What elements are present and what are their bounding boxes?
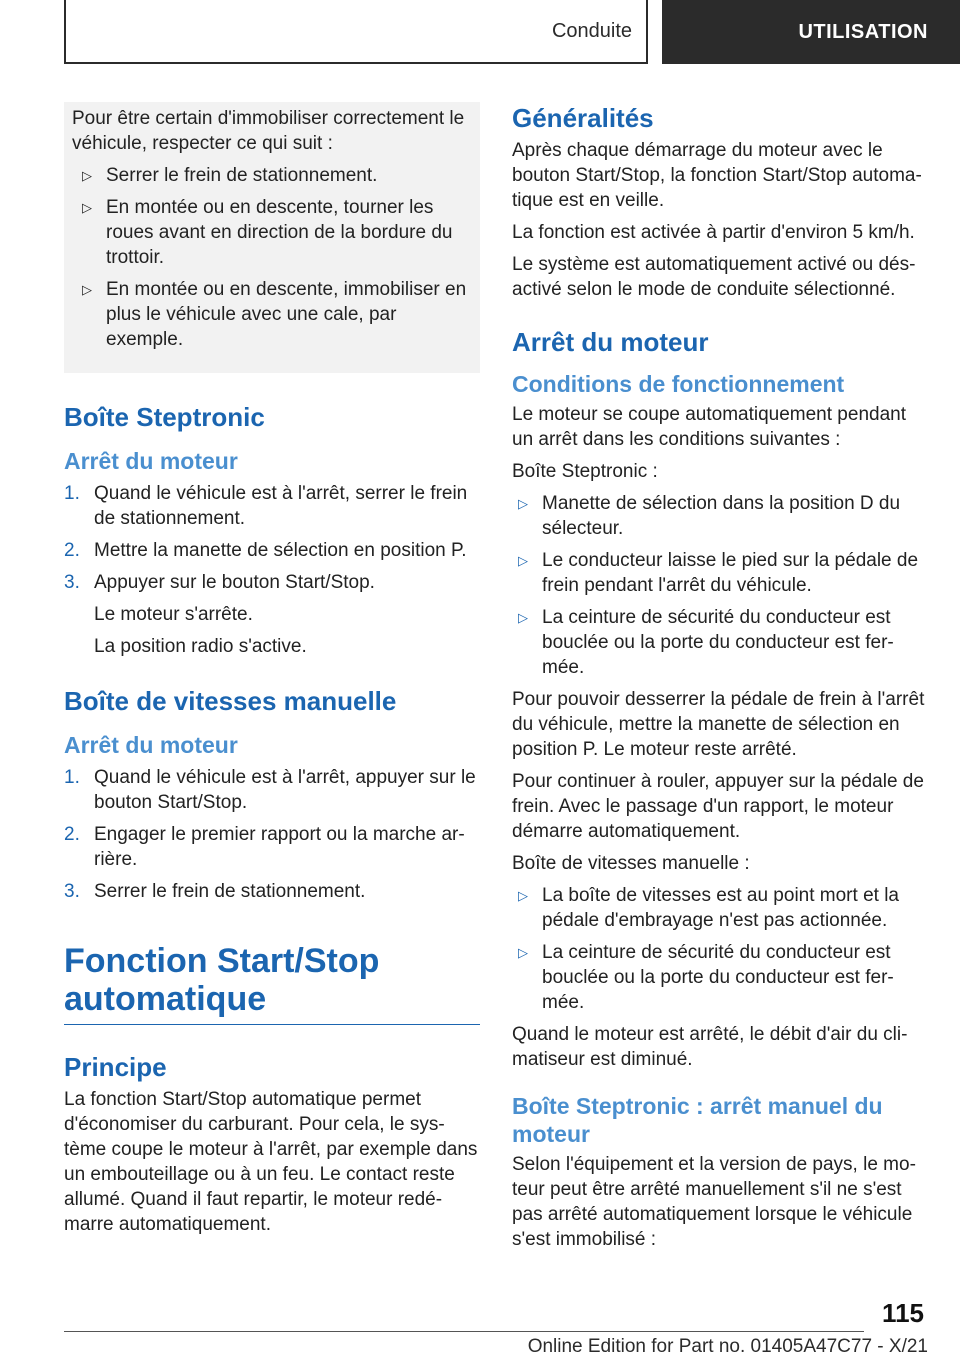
note-box (64, 102, 480, 373)
heading-generalites: Généralités (512, 103, 654, 133)
triangle-bullet-icon: ▷ (518, 945, 528, 960)
subheading-conditions: Conditions de fonctionnement (512, 371, 845, 397)
desserrer-text: Pour pouvoir desserrer la pédale de frein à l'arrêt du véhicule, mettre la manette de sélection en position P. Le moteur reste arrêté. (512, 689, 925, 760)
steptronic-steps (64, 481, 480, 659)
list-item: ▷ La ceinture de sécurité du conducteur est bouclée ou la porte du conducteur est fer‐ mée. (518, 607, 894, 678)
list-item: ▷ En montée ou en descente, immobiliser en plus le véhicule avec une cale, par exemple. (82, 279, 467, 350)
header-chapter-label: UTILISATION (798, 20, 928, 43)
left-column (64, 102, 480, 1244)
heading-startstop: Fonction Start/Stop automatique (64, 942, 480, 1025)
heading-steptronic: Boîte Steptronic (64, 402, 265, 432)
list-item: 2. Engager le premier rapport ou la marche ar‐ rière. (64, 824, 465, 870)
header-section-tab (64, 0, 648, 64)
step-result: La position radio s'active. (94, 636, 307, 657)
list-item: ▷ Le conducteur laisse le pied sur la pédale de frein pendant l'arrêt du véhicule. (518, 550, 919, 596)
triangle-bullet-icon: ▷ (518, 610, 528, 625)
generalites-p3: Le système est automatiquement activé ou dés‐ activé selon le mode de conduite sélectionné. (512, 254, 916, 300)
step-result: Le moteur s'arrête. (94, 604, 253, 625)
triangle-bullet-icon: ▷ (518, 888, 528, 903)
list-item: ▷ La boîte de vitesses est au point mort et la pédale d'embrayage n'est pas actionnée. (518, 885, 899, 931)
list-item: 1. Quand le véhicule est à l'arrêt, appuyer sur le bouton Start/Stop. (64, 767, 476, 813)
right-column (512, 102, 928, 1259)
triangle-bullet-icon: ▷ (82, 282, 92, 297)
list-item: 2. Mettre la manette de sélection en position P. (64, 540, 467, 561)
debit-text: Quand le moteur est arrêté, le débit d'air du cli‐ matiseur est diminué. (512, 1024, 908, 1070)
heading-principe: Principe (64, 1052, 167, 1082)
manual-label: Boîte de vitesses manuelle : (512, 853, 750, 874)
footer-edition: Online Edition for Part no. 01405A47C77 - X/21 (527, 1336, 928, 1357)
arret-manuel-text: Selon l'équipement et la version de pays, le mo‐ teur peut être arrêté manuellement s'il ne s'est pas arrêté automatiquement lorsque le véhicule s'est immobilisé : (512, 1154, 916, 1250)
list-item: 3. Appuyer sur le bouton Start/Stop. Le moteur s'arrête. La position radio s'active. (64, 570, 480, 659)
header-section-label: Conduite (551, 19, 632, 42)
principe-text: La fonction Start/Stop automatique permet d'économiser du carburant. Pour cela, le sys‐ tème coupe le moteur à l'arrêt, par exemple dans un embouteillage ou à un feu. Le contact reste allumé. Quand il faut repartir, le moteur redé‐ marre automatiquement. (64, 1089, 478, 1235)
manual-steps (64, 765, 480, 904)
heading-arret-moteur: Arrêt du moteur (512, 327, 709, 357)
subheading-arret-manuel: Boîte Steptronic : arrêt manuel du moteur (512, 1093, 883, 1147)
triangle-bullet-icon: ▷ (518, 553, 528, 568)
header-chapter-tab (662, 0, 960, 64)
note-intro: Pour être certain d'immobiliser correctement le véhicule, respecter ce qui suit : (72, 108, 465, 154)
list-item: 3. Serrer le frein de stationnement. (64, 881, 366, 902)
triangle-bullet-icon: ▷ (82, 168, 92, 183)
generalites-p1: Après chaque démarrage du moteur avec le bouton Start/Stop, la fonction Start/Stop automa‐ tique est en veille. (512, 140, 922, 211)
list-item: ▷ En montée ou en descente, tourner les roues avant en direction de la bordure du trottoir. (82, 197, 453, 268)
subheading-arret-steptronic: Arrêt du moteur (64, 448, 238, 474)
footer-rule (64, 1331, 864, 1332)
steptronic-conditions (512, 491, 928, 680)
continuer-text: Pour continuer à rouler, appuyer sur la pédale de frein. Avec le passage d'un rapport, le moteur démarre automatiquement. (512, 771, 924, 842)
page-number: 115 (882, 1298, 924, 1328)
list-item: ▷ Manette de sélection dans la position D du sélecteur. (518, 493, 901, 539)
triangle-bullet-icon: ▷ (82, 200, 92, 215)
list-item: 1. Quand le véhicule est à l'arrêt, serrer le frein de stationnement. (64, 483, 468, 529)
subheading-arret-manual: Arrêt du moteur (64, 732, 238, 758)
heading-manual: Boîte de vitesses manuelle (64, 686, 397, 716)
manual-conditions (512, 883, 928, 1015)
generalites-p2: La fonction est activée à partir d'environ 5 km/h. (512, 222, 915, 243)
note-list (72, 163, 472, 352)
list-item: ▷ La ceinture de sécurité du conducteur est bouclée ou la porte du conducteur est fer‐ mée. (518, 942, 894, 1013)
list-item: ▷ Serrer le frein de stationnement. (82, 165, 378, 186)
conditions-intro: Le moteur se coupe automatiquement pendant un arrêt dans les conditions suivantes : (512, 404, 906, 450)
triangle-bullet-icon: ▷ (518, 496, 528, 511)
steptronic-label: Boîte Steptronic : (512, 461, 658, 482)
